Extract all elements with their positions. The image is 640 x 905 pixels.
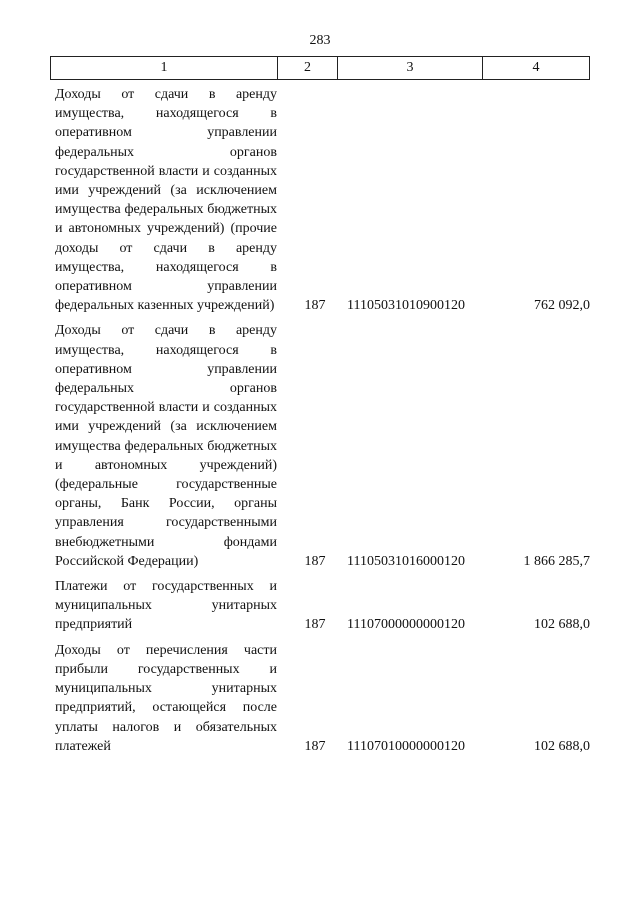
header-col-3: 3 [338,57,483,80]
row-description: Доходы от сдачи в аренду имущества, находящегося в оперативном управлении федеральных органов государственной власти и созданных ими учреждений (за исключением имущества федеральных бюджетных и автономных учреждений) (прочие доходы от сдачи в аренду имущества, находящегося в оперативном управлении федеральных казенных учреждений) [55,87,277,314]
row-budget-code: 11107010000000120 [347,738,465,754]
table-row [55,321,590,571]
row-admin-code: 187 [304,298,326,314]
table-row [55,85,590,315]
table-body [55,85,590,762]
row-amount: 762 092,0 [534,298,590,314]
row-admin-code: 187 [304,738,326,754]
row-budget-code: 11105031010900120 [347,298,465,314]
header-col-1: 1 [51,57,278,80]
header-col-4: 4 [483,57,590,80]
row-amount: 1 866 285,7 [523,553,590,569]
row-description: Доходы от перечисления части прибыли государственных и муниципальных унитарных предприятий, остающейся после уплаты налогов и обязательных платежей [55,642,277,754]
header-col-2: 2 [278,57,338,80]
row-description: Доходы от сдачи в аренду имущества, находящегося в оперативном управлении федеральных органов государственной власти и созданных ими учреждений (за исключением имущества федеральных бюджетных и автономных учреждений) (федеральные государственные органы, Банк России, органы управления государственными внебюджетными фондами Российской Федерации) [55,323,277,569]
row-amount: 102 688,0 [534,617,590,633]
table-header [50,56,590,80]
row-amount: 102 688,0 [534,738,590,754]
row-budget-code: 11105031016000120 [347,553,465,569]
row-admin-code: 187 [304,553,326,569]
row-budget-code: 11107000000000120 [347,617,465,633]
table-row [55,577,590,635]
row-description: Платежи от государственных и муниципальных унитарных предприятий [55,579,277,633]
row-admin-code: 187 [304,617,326,633]
page-number: 283 [309,33,331,48]
table-row [55,641,590,756]
